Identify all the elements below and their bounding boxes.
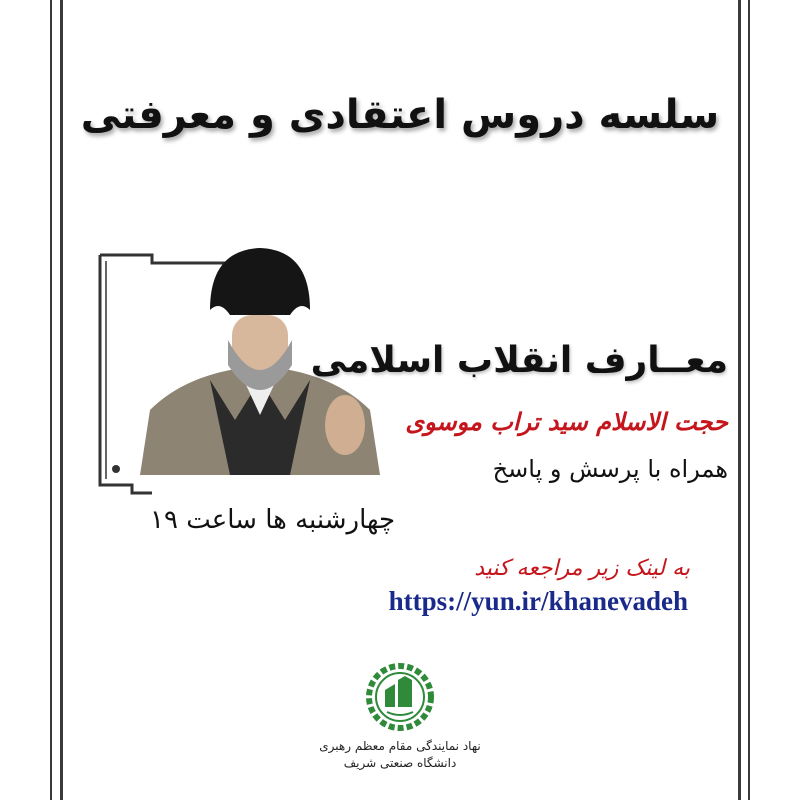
- series-title: سلسه دروس اعتقادی و معرفتی: [80, 92, 720, 138]
- course-link[interactable]: https://yun.ir/khanevadeh: [388, 586, 688, 616]
- qa-note: همراه با پرسش و پاسخ: [492, 455, 728, 483]
- course-title: معــارف انقلاب اسلامی: [310, 340, 728, 381]
- schedule-text: چهارشنبه ها ساعت ۱۹: [150, 505, 396, 535]
- university-name: دانشگاه صنعتی شریف: [343, 756, 457, 770]
- link-hint: به لینک زیر مراجعه کنید: [474, 556, 690, 581]
- speaker-name: حجت الاسلام سید تراب موسوی: [405, 408, 728, 436]
- university-seal-icon: [365, 662, 435, 732]
- organization-name: نهاد نمایندگی مقام معظم رهبری: [319, 739, 481, 753]
